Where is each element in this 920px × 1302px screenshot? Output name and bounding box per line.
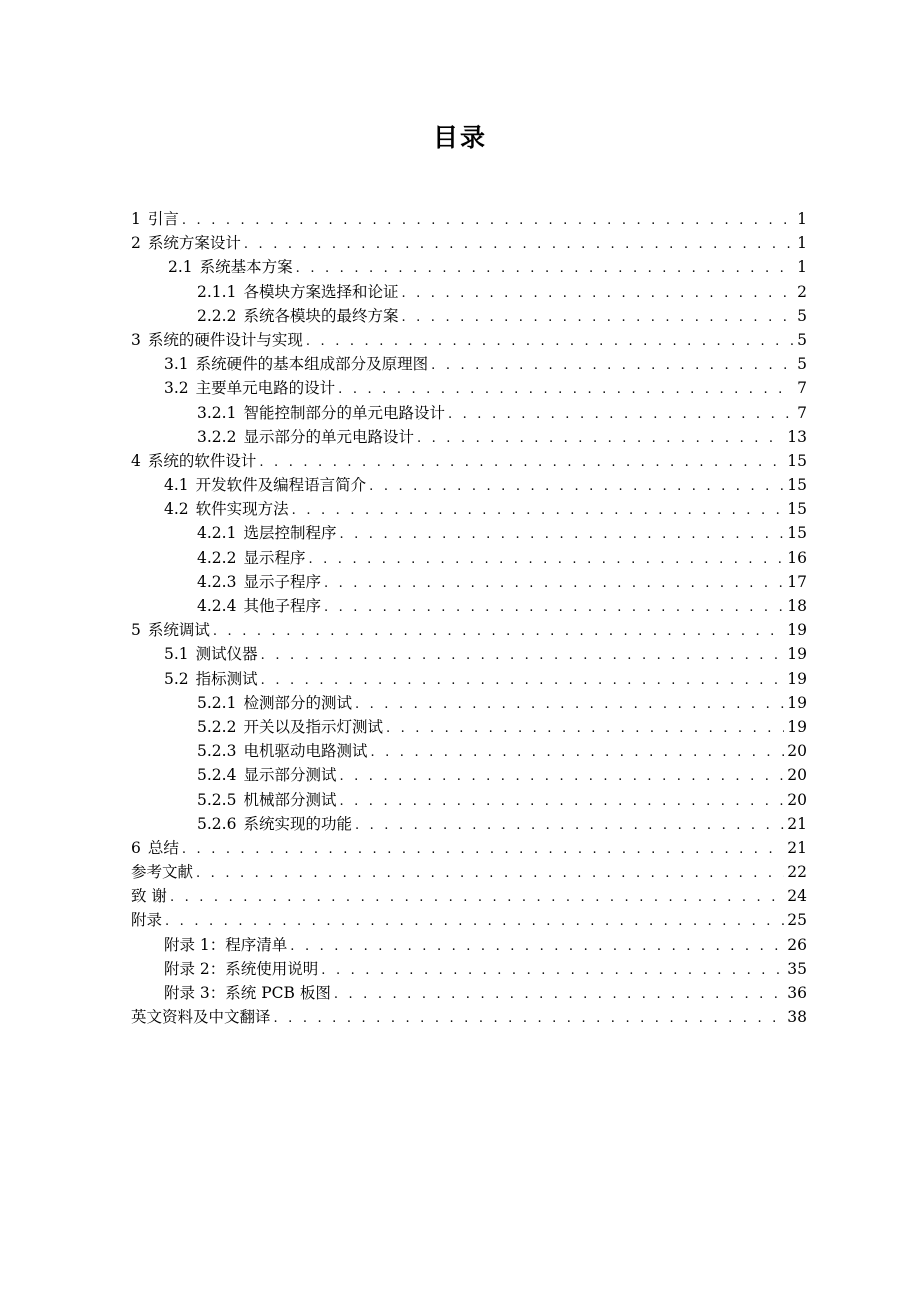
toc-dot-leader	[401, 282, 794, 306]
toc-entry-page-number: 21	[787, 814, 807, 833]
toc-entry-title: 指标测试	[195, 669, 258, 688]
toc-entry[interactable]	[131, 207, 807, 231]
toc-entry[interactable]	[131, 981, 807, 1005]
toc-entry-title: 各模块方案选择和论证	[243, 282, 399, 301]
toc-entry[interactable]	[131, 280, 807, 304]
toc-entry-title: 开发软件及编程语言简介	[195, 476, 367, 495]
toc-entry-title: 其他子程序	[243, 597, 321, 615]
toc-dot-leader	[244, 233, 794, 257]
toc-dot-leader	[259, 451, 784, 475]
toc-entry-page-number: 22	[787, 863, 807, 882]
toc-dot-leader	[355, 693, 784, 717]
toc-entry[interactable]	[131, 836, 807, 860]
toc-dot-leader	[321, 959, 784, 983]
toc-entry[interactable]	[131, 594, 807, 618]
toc-dot-leader	[355, 814, 784, 838]
toc-entry[interactable]	[131, 763, 807, 787]
toc-dot-leader	[261, 669, 785, 693]
toc-entry-title: 附录 3：系统 PCB 板图	[164, 984, 331, 1002]
toc-dot-leader	[334, 983, 784, 1007]
toc-entry-page-number: 16	[787, 548, 807, 567]
toc-dot-leader	[417, 427, 784, 451]
toc-entry-number: 4	[131, 451, 141, 470]
toc-entry[interactable]	[131, 352, 807, 376]
toc-entry[interactable]	[131, 812, 807, 836]
toc-entry-title: 软件实现方法	[195, 500, 289, 519]
toc-entry[interactable]	[131, 449, 807, 473]
toc-dot-leader	[324, 572, 784, 596]
toc-entry-title: 参考文献	[131, 863, 194, 882]
toc-entry-title: 系统各模块的最终方案	[243, 306, 399, 325]
toc-entry-page-number: 19	[787, 645, 807, 664]
toc-entry[interactable]	[131, 957, 807, 981]
toc-entry-page-number: 7	[797, 403, 807, 422]
toc-entry[interactable]	[131, 231, 807, 255]
toc-entry-title: 显示程序	[243, 548, 306, 567]
toc-dot-leader	[306, 330, 794, 354]
toc-entry-title: 选层控制程序	[243, 524, 337, 543]
toc-entry-page-number: 25	[787, 911, 807, 930]
toc-dot-leader	[401, 306, 794, 330]
toc-entry-title: 显示子程序	[243, 572, 321, 591]
toc-entry-page-number: 5	[797, 330, 807, 349]
toc-entry[interactable]	[131, 884, 807, 908]
toc-entry-number: 1	[131, 210, 141, 228]
toc-entry-page-number: 15	[787, 500, 807, 519]
toc-entry-page-number: 15	[787, 451, 807, 470]
toc-entry-number: 5.2.1	[197, 693, 237, 712]
toc-entry[interactable]	[131, 521, 807, 545]
toc-entry-title: 智能控制部分的单元电路设计	[243, 403, 445, 422]
toc-dot-leader	[213, 620, 784, 644]
toc-entry-page-number: 24	[787, 887, 807, 906]
toc-entry[interactable]	[131, 1005, 807, 1029]
toc-dot-leader	[261, 644, 785, 668]
toc-entry-number: 4.2.2	[197, 548, 237, 567]
toc-entry-page-number: 2	[797, 282, 807, 301]
toc-entry-page-number: 7	[797, 379, 807, 398]
toc-entry-page-number: 19	[787, 693, 807, 712]
toc-entry-page-number: 26	[787, 935, 807, 954]
toc-entry-page-number: 17	[787, 572, 807, 591]
toc-entry-number: 4.2	[164, 500, 189, 519]
toc-entry-title: 系统的硬件设计与实现	[147, 330, 303, 349]
toc-dot-leader	[386, 717, 784, 741]
toc-entry-title: 系统硬件的基本组成部分及原理图	[195, 355, 429, 374]
toc-entry-title: 附录 2：系统使用说明	[164, 959, 319, 978]
toc-entry-number: 2	[131, 234, 141, 253]
toc-entry[interactable]	[131, 497, 807, 521]
toc-entry-title: 测试仪器	[195, 645, 258, 664]
toc-entry-number: 4.2.3	[197, 572, 237, 591]
toc-entry-title: 检测部分的测试	[243, 693, 352, 712]
toc-entry-number: 6	[131, 838, 141, 857]
toc-entry-number: 3.2.1	[197, 403, 237, 422]
toc-dot-leader	[431, 354, 794, 378]
toc-entry-page-number: 1	[797, 210, 807, 228]
toc-entry-page-number: 35	[787, 959, 807, 978]
toc-entry[interactable]	[131, 788, 807, 812]
toc-entry[interactable]	[131, 933, 807, 957]
toc-entry-number: 3	[131, 330, 141, 349]
toc-entry-number: 5.2.4	[197, 766, 237, 785]
toc-entry-title: 附录	[131, 911, 163, 930]
toc-entry-title: 系统方案设计	[147, 234, 241, 253]
toc-dot-leader	[170, 886, 784, 910]
toc-entry[interactable]	[131, 255, 807, 279]
toc-entry-title: 电机驱动电路测试	[243, 742, 368, 761]
toc-entry-title: 显示部分测试	[243, 766, 337, 785]
toc-dot-leader	[339, 790, 784, 814]
toc-entry-title: 系统的软件设计	[147, 451, 257, 470]
toc-entry[interactable]	[131, 570, 807, 594]
toc-entry-title: 系统调试	[147, 621, 210, 640]
toc-dot-leader	[339, 765, 784, 789]
toc-entry-title: 显示部分的单元电路设计	[243, 427, 414, 446]
toc-entry[interactable]	[131, 715, 807, 739]
toc-entry[interactable]	[131, 328, 807, 352]
toc-entry[interactable]	[131, 667, 807, 691]
toc-entry[interactable]	[131, 618, 807, 642]
toc-entry-number: 3.2.2	[197, 427, 237, 446]
toc-entry-page-number: 5	[797, 306, 807, 325]
toc-dot-leader	[369, 475, 784, 499]
toc-dot-leader	[308, 548, 784, 572]
toc-entry-number: 5.2.3	[197, 742, 237, 761]
toc-entry[interactable]	[131, 376, 807, 400]
toc-dot-leader	[339, 523, 784, 547]
toc-entry-page-number: 18	[787, 597, 807, 615]
toc-entry-page-number: 1	[797, 234, 807, 253]
toc-entry-number: 5.2.5	[197, 790, 237, 809]
toc-dot-leader	[296, 257, 794, 281]
toc-dot-leader	[290, 935, 784, 959]
toc-entry[interactable]	[131, 739, 807, 763]
toc-entry-page-number: 19	[787, 621, 807, 640]
toc-entry[interactable]	[131, 908, 807, 932]
toc-entry-page-number: 20	[787, 790, 807, 809]
table-of-contents	[131, 207, 807, 1029]
toc-entry-number: 4.2.1	[197, 524, 237, 543]
toc-entry-number: 4.1	[164, 476, 189, 495]
toc-entry-title: 系统实现的功能	[243, 814, 352, 833]
toc-entry-title: 总结	[147, 838, 179, 857]
toc-entry-number: 5.2	[164, 669, 189, 688]
toc-dot-leader	[165, 910, 784, 934]
toc-entry[interactable]	[131, 473, 807, 497]
toc-entry-title: 开关以及指示灯测试	[243, 717, 383, 736]
toc-entry-title: 主要单元电路的设计	[195, 379, 336, 398]
toc-entry-number: 3.1	[164, 355, 189, 374]
toc-entry[interactable]	[131, 425, 807, 449]
toc-entry-page-number: 36	[787, 984, 807, 1002]
toc-entry-page-number: 20	[787, 766, 807, 785]
toc-entry-number: 5.1	[164, 645, 189, 664]
toc-entry-title: 附录 1：程序清单	[164, 935, 288, 954]
toc-entry-number: 2.2.2	[197, 306, 237, 325]
toc-entry[interactable]	[131, 642, 807, 666]
toc-entry-page-number: 38	[787, 1008, 807, 1027]
toc-dot-leader	[324, 596, 784, 620]
toc-dot-leader	[274, 1007, 785, 1031]
toc-entry-page-number: 1	[797, 258, 807, 277]
toc-entry-number: 2.1	[168, 258, 193, 277]
toc-dot-leader	[338, 378, 794, 402]
toc-entry-page-number: 5	[797, 355, 807, 374]
toc-entry-number: 5.2.2	[197, 717, 237, 736]
toc-entry-page-number: 15	[787, 524, 807, 543]
toc-entry-page-number: 20	[787, 742, 807, 761]
toc-entry-number: 2.1.1	[197, 282, 237, 301]
toc-entry-number: 5.2.6	[197, 814, 237, 833]
toc-entry-number: 3.2	[164, 379, 189, 398]
page-title: 目录	[432, 123, 487, 152]
toc-entry[interactable]	[131, 304, 807, 328]
toc-entry-title: 致 谢	[131, 887, 167, 906]
toc-entry[interactable]	[131, 691, 807, 715]
toc-dot-leader	[196, 862, 784, 886]
toc-entry-title: 系统基本方案	[199, 258, 293, 277]
toc-dot-leader	[292, 499, 785, 523]
toc-entry-page-number: 15	[787, 476, 807, 495]
toc-entry[interactable]	[131, 546, 807, 570]
toc-dot-leader	[182, 209, 794, 233]
toc-dot-leader	[370, 741, 784, 765]
toc-entry-page-number: 19	[787, 717, 807, 736]
toc-entry[interactable]	[131, 860, 807, 884]
toc-entry-title: 引言	[147, 210, 179, 228]
toc-entry-number: 5	[131, 621, 141, 640]
toc-entry[interactable]	[131, 401, 807, 425]
toc-dot-leader	[448, 403, 794, 427]
toc-entry-number: 4.2.4	[197, 597, 237, 615]
toc-entry-title: 机械部分测试	[243, 790, 337, 809]
toc-entry-page-number: 21	[787, 838, 807, 857]
toc-dot-leader	[182, 838, 784, 862]
toc-entry-page-number: 13	[787, 427, 807, 446]
toc-entry-page-number: 19	[787, 669, 807, 688]
toc-entry-title: 英文资料及中文翻译	[131, 1008, 271, 1027]
